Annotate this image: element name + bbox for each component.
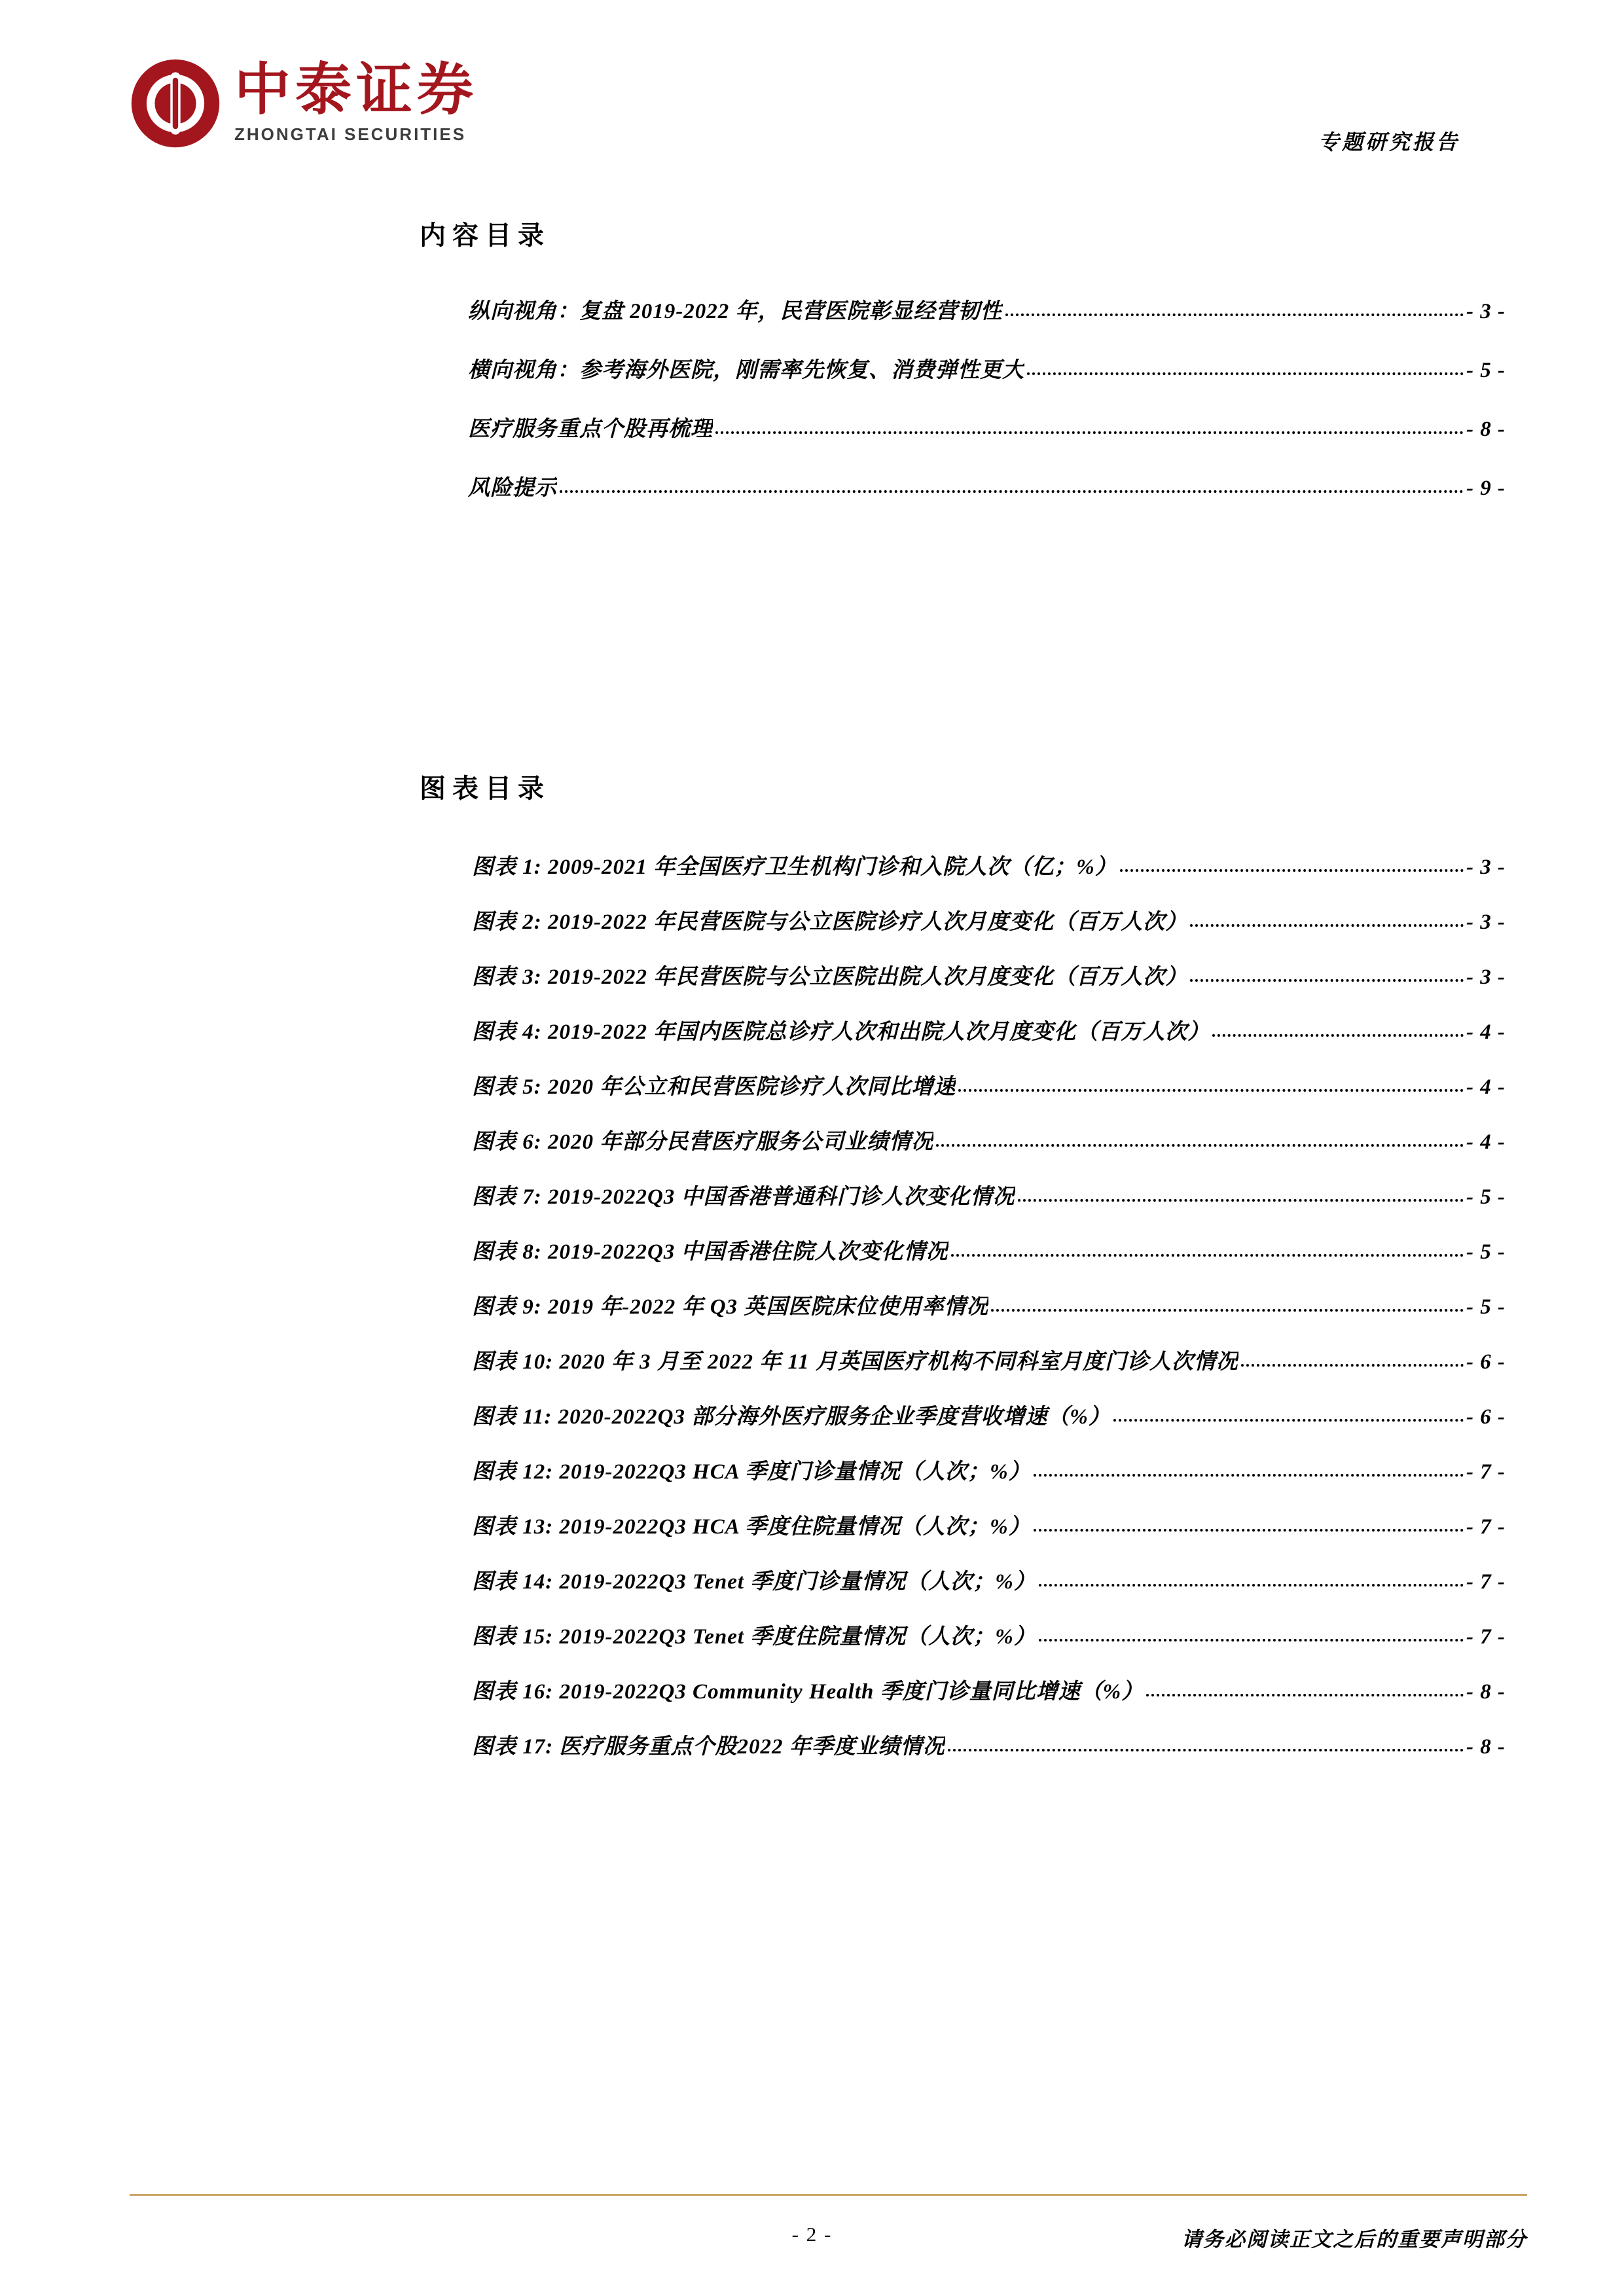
dot-leader: [1190, 979, 1464, 982]
figure-entry[interactable]: [472, 1129, 1506, 1155]
figure-entry-page: - 5 -: [1466, 1295, 1506, 1319]
dot-leader: [936, 1144, 1464, 1147]
dot-leader: [951, 1254, 1464, 1257]
brand-block: [130, 58, 478, 149]
figure-entry-label: 图表 9: 2019 年-2022 年 Q3 英国医院床位使用率情况: [472, 1295, 989, 1319]
dot-leader: [1039, 1584, 1464, 1587]
dot-leader: [1005, 314, 1464, 316]
figure-entry-page: - 6 -: [1466, 1405, 1506, 1429]
dot-leader: [958, 1089, 1464, 1092]
dot-leader: [1146, 1694, 1464, 1696]
figure-entry-label: 图表 5: 2020 年公立和民营医院诊疗人次同比增速: [472, 1075, 956, 1099]
dot-leader: [1034, 1474, 1464, 1477]
contents-directory-section: [420, 220, 1506, 534]
toc-entry-label: 横向视角：参考海外医院，刚需率先恢复、消费弹性更大: [468, 359, 1024, 382]
toc-entry-page: - 3 -: [1466, 300, 1506, 323]
figure-entry[interactable]: [472, 1294, 1506, 1320]
dot-leader: [1027, 372, 1464, 375]
figure-entry-page: - 3 -: [1466, 910, 1506, 934]
figure-entry-label: 图表 7: 2019-2022Q3 中国香港普通科门诊人次变化情况: [472, 1185, 1015, 1209]
figure-entry-label: 图表 2: 2019-2022 年民营医院与公立医院诊疗人次月度变化（百万人次）: [472, 910, 1188, 934]
figure-entry[interactable]: [472, 1074, 1506, 1100]
dot-leader: [1241, 1364, 1464, 1367]
figure-entry-page: - 4 -: [1466, 1020, 1506, 1044]
figure-entry-page: - 4 -: [1466, 1075, 1506, 1099]
figure-entry-label: 图表 17: 医疗服务重点个股2022 年季度业绩情况: [472, 1735, 945, 1759]
figure-entry[interactable]: [472, 1019, 1506, 1045]
figure-entry-label: 图表 6: 2020 年部分民营医疗服务公司业绩情况: [472, 1130, 934, 1154]
dot-leader: [991, 1309, 1464, 1312]
figure-entry-page: - 6 -: [1466, 1350, 1506, 1374]
figure-entry[interactable]: [472, 1569, 1506, 1595]
toc-entry[interactable]: [468, 416, 1506, 442]
figure-entry-page: - 5 -: [1466, 1240, 1506, 1264]
zhongtai-logo-icon: [130, 58, 221, 149]
figure-entry-label: 图表 3: 2019-2022 年民营医院与公立医院出院人次月度变化（百万人次）: [472, 965, 1188, 989]
toc-entry-page: - 5 -: [1466, 359, 1506, 382]
figure-entry[interactable]: [472, 854, 1506, 880]
dot-leader: [1120, 869, 1464, 872]
figures-directory-list: [420, 854, 1506, 1760]
dot-leader: [1212, 1034, 1464, 1037]
figure-entry[interactable]: [472, 1239, 1506, 1265]
figure-entry[interactable]: [472, 1624, 1506, 1650]
figures-directory-title: 图表目录: [420, 774, 550, 803]
figure-entry-label: 图表 13: 2019-2022Q3 HCA 季度住院量情况（人次；%）: [472, 1515, 1031, 1539]
toc-entry-page: - 8 -: [1466, 418, 1506, 441]
figure-entry-label: 图表 15: 2019-2022Q3 Tenet 季度住院量情况（人次；%）: [472, 1625, 1036, 1649]
figure-entry-page: - 5 -: [1466, 1185, 1506, 1209]
figure-entry-page: - 3 -: [1466, 855, 1506, 879]
toc-entry[interactable]: [468, 357, 1506, 384]
figure-entry[interactable]: [472, 964, 1506, 990]
toc-entry-label: 纵向视角：复盘 2019-2022 年，民营医院彰显经营韧性: [468, 300, 1003, 323]
report-type-label: 专题研究报告: [1318, 130, 1460, 154]
dot-leader: [1113, 1419, 1464, 1422]
figure-entry[interactable]: [472, 1459, 1506, 1485]
footer-divider: [130, 2194, 1527, 2196]
figure-entry-page: - 4 -: [1466, 1130, 1506, 1154]
figure-entry[interactable]: [472, 1514, 1506, 1540]
footer-disclaimer: 请务必阅读正文之后的重要声明部分: [1182, 2228, 1527, 2251]
figure-entry-label: 图表 12: 2019-2022Q3 HCA 季度门诊量情况（人次；%）: [472, 1460, 1031, 1484]
figure-entry[interactable]: [472, 909, 1506, 935]
figure-entry-page: - 7 -: [1466, 1625, 1506, 1649]
figure-entry[interactable]: [472, 1349, 1506, 1375]
figure-entry-page: - 8 -: [1466, 1735, 1506, 1759]
contents-directory-title: 内容目录: [420, 221, 550, 250]
brand-text: [234, 58, 478, 145]
figure-entry-label: 图表 11: 2020-2022Q3 部分海外医疗服务企业季度营收增速（%）: [472, 1405, 1111, 1429]
footer-page-number: - 2 -: [791, 2223, 833, 2246]
figure-entry-page: - 7 -: [1466, 1460, 1506, 1484]
toc-entry-label: 医疗服务重点个股再梳理: [468, 418, 713, 441]
figure-entry-label: 图表 8: 2019-2022Q3 中国香港住院人次变化情况: [472, 1240, 948, 1264]
figure-entry-label: 图表 10: 2020 年 3 月至 2022 年 11 月英国医疗机构不同科室月度门诊人次情况: [472, 1350, 1238, 1374]
dot-leader: [1039, 1639, 1464, 1641]
figures-directory-section: [420, 773, 1506, 1789]
figure-entry-label: 图表 4: 2019-2022 年国内医院总诊疗人次和出院人次月度变化（百万人次）: [472, 1020, 1210, 1044]
figure-entry[interactable]: [472, 1404, 1506, 1430]
brand-name-cn: 中泰证券: [234, 58, 478, 121]
dot-leader: [1034, 1529, 1464, 1532]
figure-entry-page: - 7 -: [1466, 1515, 1506, 1539]
figure-entry-page: - 3 -: [1466, 965, 1506, 989]
figure-entry-page: - 8 -: [1466, 1680, 1506, 1704]
dot-leader: [948, 1749, 1464, 1751]
figure-entry-label: 图表 1: 2009-2021 年全国医疗卫生机构门诊和入院人次（亿；%）: [472, 855, 1117, 879]
toc-entry-page: - 9 -: [1466, 476, 1506, 500]
figure-entry-page: - 7 -: [1466, 1570, 1506, 1594]
toc-entry[interactable]: [468, 298, 1506, 325]
dot-leader: [560, 490, 1464, 493]
figure-entry-label: 图表 14: 2019-2022Q3 Tenet 季度门诊量情况（人次；%）: [472, 1570, 1036, 1594]
contents-directory-list: [420, 298, 1506, 501]
figure-entry[interactable]: [472, 1679, 1506, 1705]
toc-entry-label: 风险提示: [468, 476, 557, 500]
brand-name-en: ZHONGTAI SECURITIES: [234, 124, 467, 145]
toc-entry[interactable]: [468, 475, 1506, 501]
dot-leader: [1018, 1199, 1464, 1202]
figure-entry[interactable]: [472, 1184, 1506, 1210]
dot-leader: [1190, 924, 1464, 927]
figure-entry[interactable]: [472, 1734, 1506, 1760]
figure-entry-label: 图表 16: 2019-2022Q3 Community Health 季度门诊量同比增速（%）: [472, 1680, 1144, 1704]
dot-leader: [715, 431, 1464, 434]
